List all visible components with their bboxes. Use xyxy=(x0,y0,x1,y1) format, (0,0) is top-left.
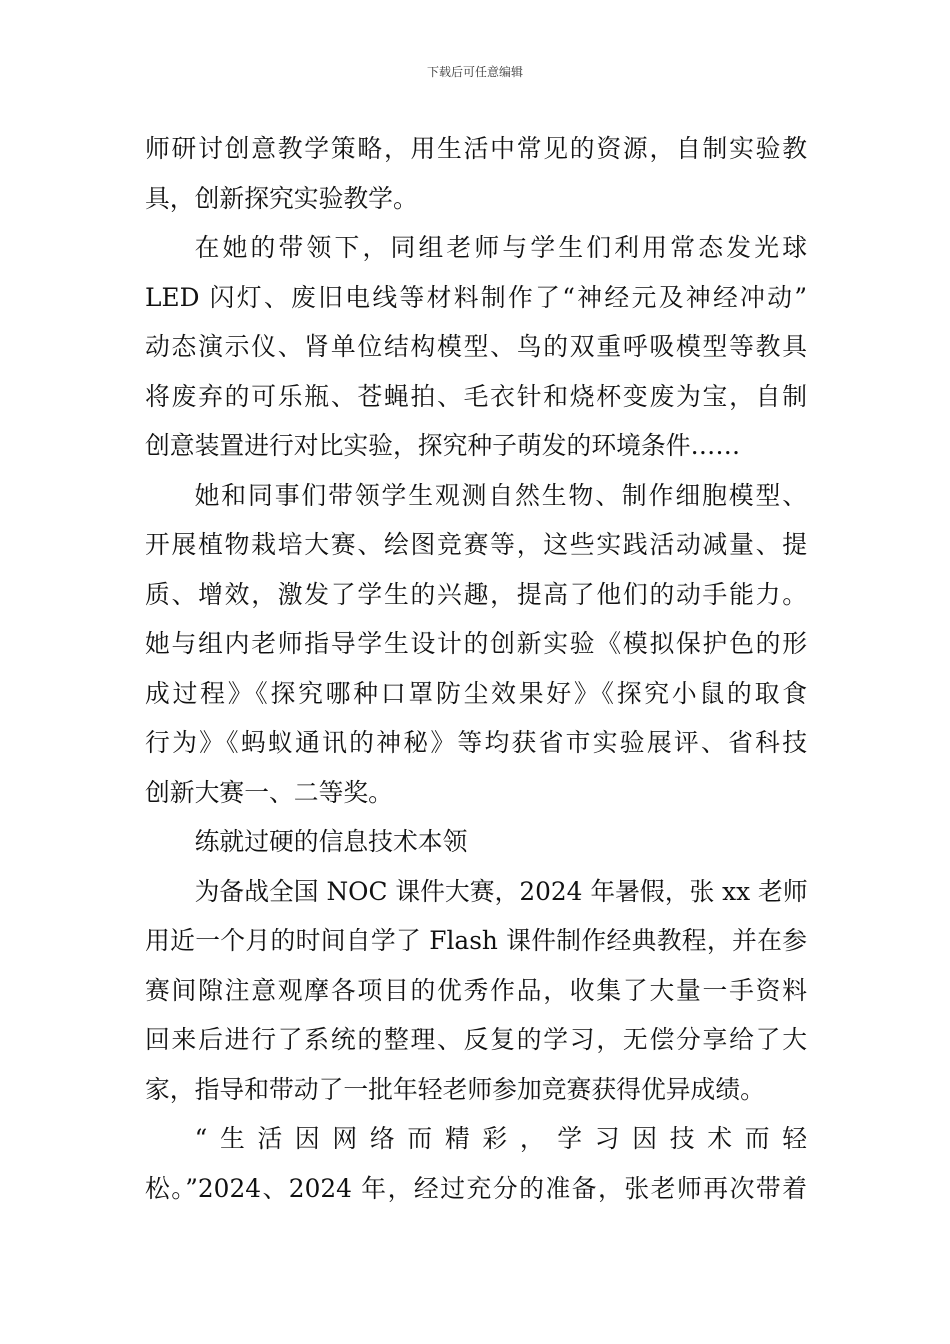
text-line: 家，指导和带动了一批年轻老师参加竞赛获得优异成绩。 xyxy=(145,1074,765,1104)
text-line: 创意装置进行对比实验，探究种子萌发的环境条件…… xyxy=(145,431,741,460)
text-line: 具，创新探究实验教学。 xyxy=(145,183,418,213)
text-line: 开展植物栽培大赛、绘图竞赛等，这些实践活动减量、提 xyxy=(145,530,807,559)
text-line: 松。”2024、2024 年，经过充分的准备，张老师再次带着 xyxy=(145,1173,807,1203)
text-line: 行为》《蚂蚁通讯的神秘》等均获省市实验展评、省科技 xyxy=(145,728,807,757)
text-line: 为备战全国 NOC 课件大赛，2024 年暑假，张 xx 老师 xyxy=(194,876,808,906)
text-line: 师研讨创意教学策略，用生活中常见的资源，自制实验教 xyxy=(145,134,807,163)
text-line: 创新大赛一、二等奖。 xyxy=(145,777,393,807)
text-line: 质、增效，激发了学生的兴趣，提高了他们的动手能力。 xyxy=(145,579,807,609)
text-line: 将废弃的可乐瓶、苍蝇拍、毛衣针和烧杯变废为宝，自制 xyxy=(145,381,807,411)
text-line: 回来后进行了系统的整理、反复的学习，无偿分享给了大 xyxy=(145,1025,807,1054)
text-line: 她和同事们带领学生观测自然生物、制作细胞模型、 xyxy=(194,480,807,510)
body-text xyxy=(145,124,807,1213)
text-line: 动态演示仪、肾单位结构模型、鸟的双重呼吸模型等教具 xyxy=(145,332,807,361)
text-line: LED 闪灯、废旧电线等材料制作了“神经元及神经冲动” xyxy=(145,282,807,312)
section-heading: 练就过硬的信息技术本领 xyxy=(194,827,468,856)
page-header: 下载后可任意编辑 xyxy=(426,65,523,79)
text-line: 在她的带领下，同组老师与学生们利用常态发光球 xyxy=(194,233,807,262)
text-line: 用近一个月的时间自学了 Flash 课件制作经典教程，并在参 xyxy=(145,926,807,955)
text-line: 她与组内老师指导学生设计的创新实验《模拟保护色的形 xyxy=(145,629,807,658)
text-line: “生活因网络而精彩，学习因技术而轻 xyxy=(194,1124,807,1153)
text-line: 成过程》《探究哪种口罩防尘效果好》《探究小鼠的取食 xyxy=(145,678,807,708)
text-line: 赛间隙注意观摩各项目的优秀作品，收集了大量一手资料 xyxy=(145,975,807,1005)
